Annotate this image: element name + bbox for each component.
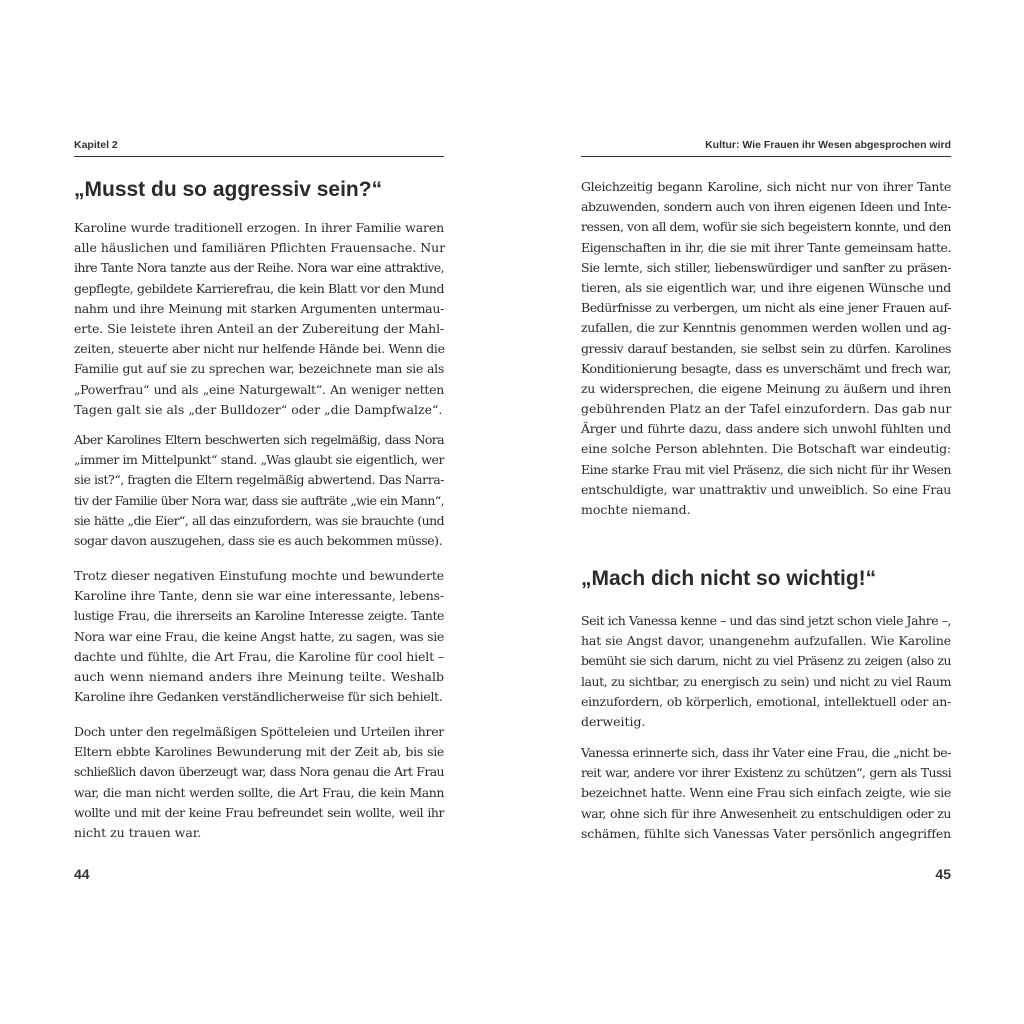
text-line: schließlich davon überzeugt war, dass Nora genau die Art Frau [74, 764, 444, 780]
paragraph-left-3 [74, 566, 444, 707]
text-line: bezeichnet hatte. Wenn eine Frau sich einfach zeigte, wie sie [581, 785, 951, 801]
text-line: nahm und ihre Meinung mit starken Argumenten untermau- [74, 300, 444, 316]
text-line: „Powerfrau“ und als „eine Naturgewalt“. An weniger netten [74, 381, 444, 397]
paragraph-right-1 [581, 611, 951, 732]
text-line: Trotz dieser negativen Einstufung mochte und bewunderte [74, 568, 444, 583]
text-line: gebührenden Platz an der Tafel einzufordern. Das gab nur [581, 401, 952, 417]
text-line: ressen, von all dem, wofür sie sich begeistern konnte, und den [581, 219, 951, 235]
paragraph-left-4 [74, 722, 444, 843]
text-line: Tagen galt sie als „der Bulldozer“ oder „die Dampfwalze“. [74, 401, 443, 417]
text-line: Bedürfnisse zu verbergen, um nicht als eine jener Frauen auf- [581, 300, 951, 316]
section-heading-aggressiv: „Musst du so aggressiv sein?“ [74, 178, 383, 201]
text-line: Aber Karolines Eltern beschwerten sich regelmäßig, dass Nora [74, 432, 444, 447]
text-line: lustige Frau, die ihrerseits an Karoline Interesse zeigte. Tante [74, 608, 444, 624]
text-line: eine solche Person ablehnten. Die Botschaft war eindeutig: [581, 441, 951, 457]
text-line: sogar davon auszugehen, dass sie es auch bekommen müsse). [74, 532, 443, 548]
text-line: laut, zu sichtbar, zu energisch zu sein) und nicht zu viel Raum [581, 673, 951, 689]
text-line: Ärger und führte dazu, dass andere sich unwohl fühlten und [581, 421, 951, 437]
running-head-right: Kultur: Wie Frauen ihr Wesen abgesprochen wird [581, 138, 951, 157]
text-line: war, ohne sich für ihre Anwesenheit zu entschuldigen oder zu [581, 805, 951, 821]
text-line: Eltern ebbte Karolines Bewunderung mit der Zeit ab, bis sie [74, 744, 444, 760]
text-line: Seit ich Vanessa kenne – und das sind jetzt schon viele Jahre –, [581, 613, 952, 628]
text-line: war, die man nicht werden sollte, die Art Frau, die kein Mann [74, 784, 444, 800]
paragraph-right-2 [581, 743, 951, 844]
text-line: nicht zu trauen war. [74, 824, 202, 840]
text-line: Karoline ihre Gedanken verständlicherweise für sich behielt. [74, 689, 443, 705]
text-line: Eine starke Frau mit viel Präsenz, die sich nicht für ihr Wesen [581, 461, 951, 477]
text-line: tieren, als sie eigentlich war, und ihre eigenen Wünsche und [581, 279, 951, 295]
text-line: „immer im Mittelpunkt“ stand. „Was glaubt sie eigentlich, wer [74, 452, 444, 468]
text-line: gepflegte, gebildete Karrierefrau, die kein Blatt vor den Mund [74, 280, 444, 296]
text-line: reit war, andere vor ihrer Existenz zu schützen“, gern als Tussi [581, 765, 951, 781]
section-heading-wichtig: „Mach dich nicht so wichtig!“ [581, 567, 877, 590]
running-head-left: Kapitel 2 [74, 138, 444, 157]
text-line: hat sie Angst davor, unangenehm aufzufallen. Wie Karoline [581, 633, 951, 649]
text-line: mochte niemand. [581, 502, 691, 517]
text-line: zeiten, steuerte aber nicht nur helfende Hände bei. Wenn die [74, 341, 445, 357]
text-line: Sie lernte, sich stiller, liebenswürdiger und sanfter zu präsen- [581, 259, 951, 275]
text-line: Vanessa erinnerte sich, dass ihr Vater eine Frau, die „nicht be- [581, 745, 951, 760]
text-line: bemüht sie sich darum, nicht zu viel Präsenz zu zeigen (also zu [581, 653, 951, 669]
text-line: Karoline ihre Tante, denn sie war eine interessante, lebens- [74, 588, 444, 604]
text-line: ihre Tante Nora tanzte aus der Reihe. Nora war eine attraktive, [74, 260, 444, 276]
page-number-left: 44 [74, 866, 90, 882]
text-line: zu widersprechen, die eigene Meinung zu äußern und ihren [581, 380, 951, 396]
text-line: erte. Sie leistete ihren Anteil an der Zubereitung der Mahl- [74, 320, 444, 336]
text-line: Karoline wurde traditionell erzogen. In ihrer Familie waren [74, 220, 444, 235]
text-line: alle häuslichen und familiären Pflichten Frauensache. Nur [74, 240, 446, 256]
paragraph-left-1 [74, 218, 444, 420]
text-line: zufallen, die zur Kenntnis genommen werden wollen und ag- [581, 320, 951, 336]
page-number-right: 45 [935, 866, 951, 882]
text-line: derweitig. [581, 713, 646, 729]
text-line: gressiv darauf bestanden, sie selbst sein zu dürfen. Karolines [581, 340, 951, 356]
paragraph-left-2 [74, 430, 444, 551]
text-line: entschuldigte, war unattraktiv und unweiblich. So eine Frau [581, 481, 951, 497]
text-line: auch wenn niemand anders ihre Meinung teilte. Weshalb [74, 668, 444, 684]
text-line: abzuwenden, sondern auch von ihren eigenen Ideen und Inte- [581, 199, 951, 215]
text-line: einzufordern, ob körperlich, emotional, intellektuell oder an- [581, 693, 951, 709]
text-line: wollte und mit der keine Frau befreundet sein wollte, weil ihr [74, 804, 444, 820]
text-line: dachte und fühlte, die Art Frau, die Karoline für cool hielt – [74, 648, 444, 664]
text-line: sie ist?“, fragten die Eltern regelmäßig abwertend. Das Narra- [74, 472, 444, 488]
paragraph-right-intro [581, 177, 951, 520]
text-line: Gleichzeitig begann Karoline, sich nicht nur von ihrer Tante [581, 179, 951, 194]
text-line: Doch unter den regelmäßigen Spötteleien und Urteilen ihrer [74, 724, 444, 739]
text-line: Familie gut auf sie zu sprechen war, bezeichnete man sie als [74, 361, 444, 377]
text-line: tiv der Familie über Nora war, dass sie aufträte „wie ein Mann“, [74, 492, 444, 508]
text-line: Eigenschaften in ihr, die sie mit ihrer Tante gemeinsam hatte. [581, 239, 951, 255]
text-line: Nora war eine Frau, die keine Angst hatte, zu sagen, was sie [74, 628, 444, 644]
text-line: Konditionierung besagte, dass es unverschämt und frech war, [581, 360, 951, 376]
text-line: schämen, fühlte sich Vanessas Vater persönlich angegriffen [581, 825, 951, 841]
text-line: sie hätte „die Eier“, all das einzufordern, was sie brauchte (und [74, 512, 444, 528]
